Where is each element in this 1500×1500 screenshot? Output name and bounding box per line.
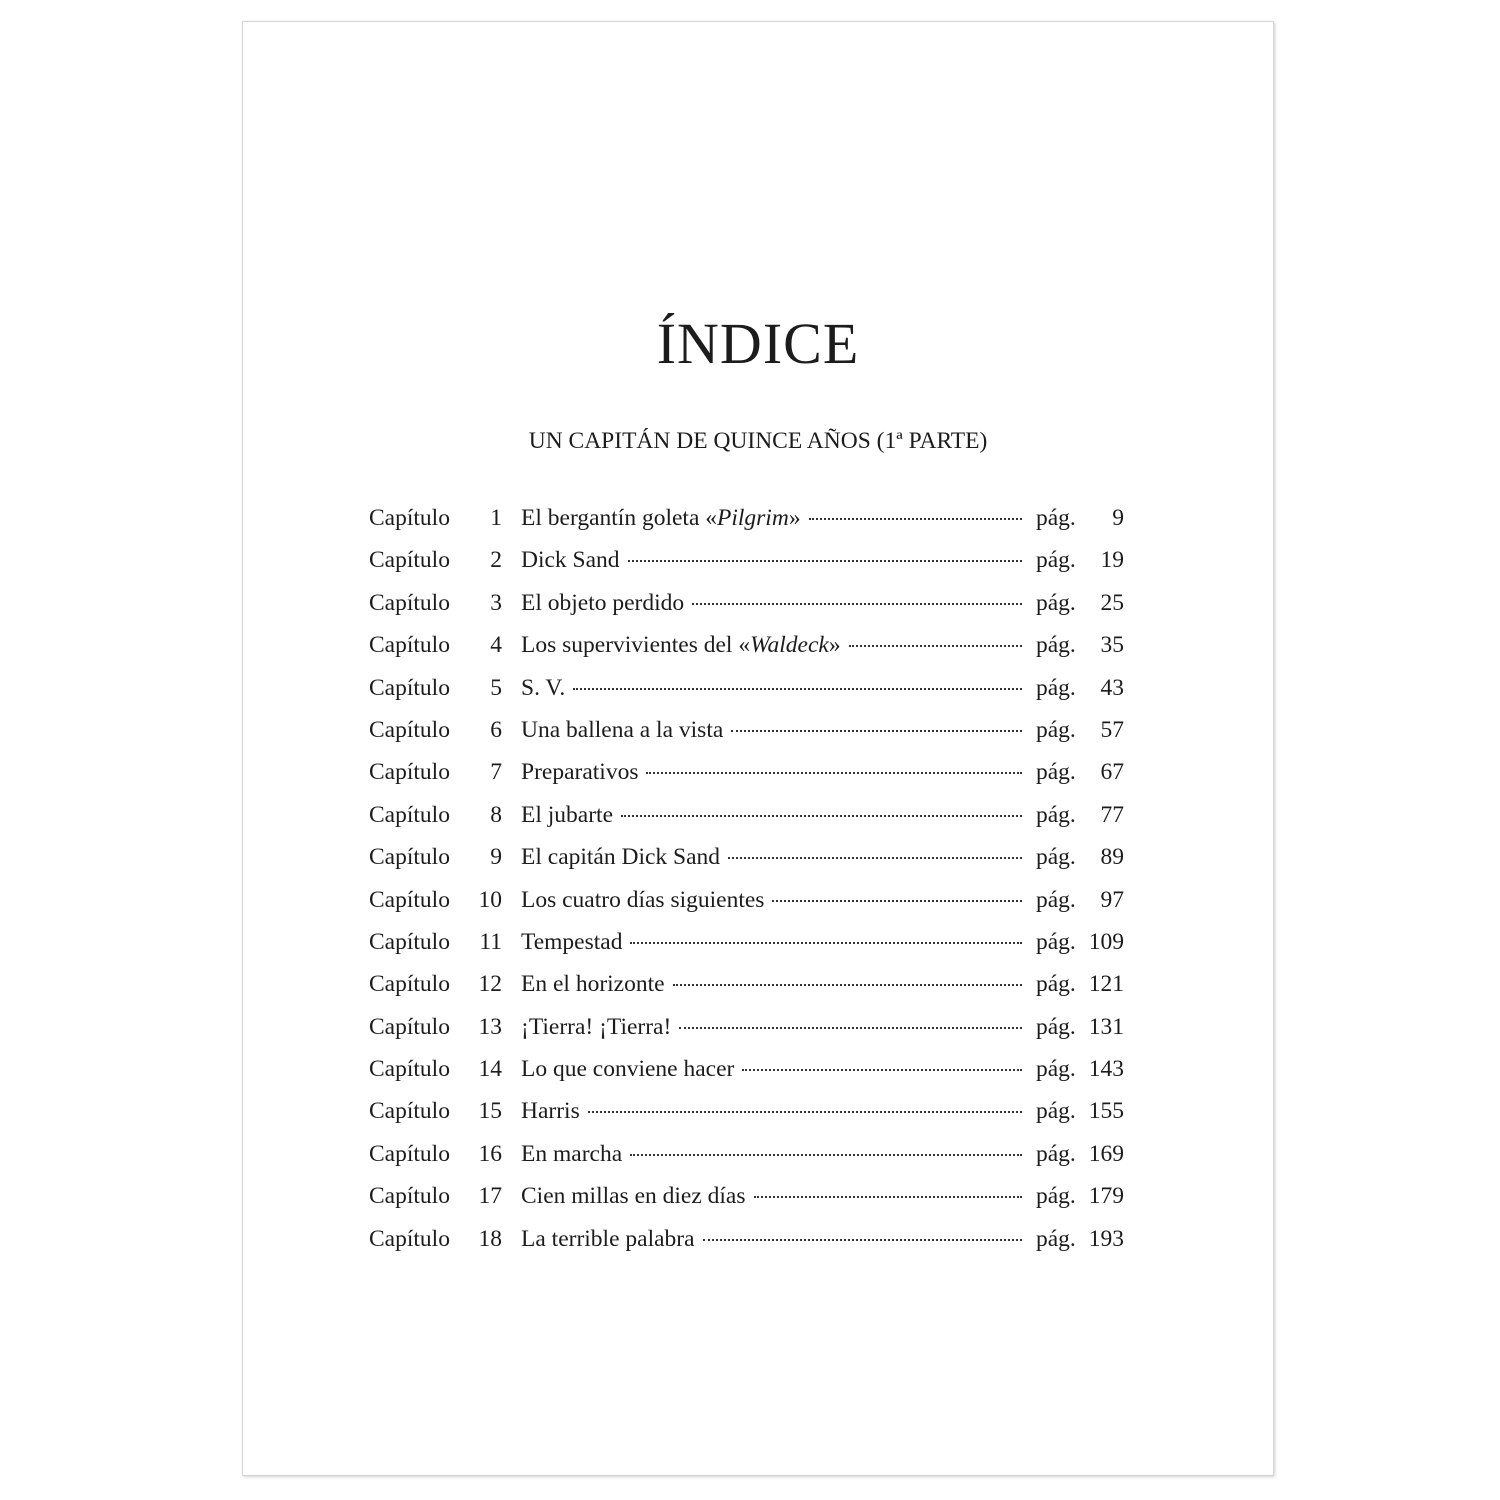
dot-leader [728,856,1022,859]
toc-entry [369,1175,1129,1217]
chapter-label: Capítulo [369,886,450,913]
page-number: 121 [1088,971,1124,998]
chapter-label: Capítulo [369,674,450,701]
toc-entry [369,709,1129,751]
page-number: 35 [1100,632,1124,659]
chapter-number: 15 [478,1098,502,1125]
chapter-number: 6 [490,716,502,743]
chapter-number: 14 [478,1056,502,1083]
dot-leader [731,729,1022,732]
chapter-title-with-leader [521,1090,1022,1132]
chapter-title-with-leader [521,582,1022,624]
dot-leader [621,814,1022,817]
dot-leader [573,687,1022,690]
chapter-title: El bergantín goleta «Pilgrim» [521,505,801,531]
chapter-title: Los cuatro días siguientes [521,886,765,913]
chapter-title: La terrible palabra [521,1225,695,1252]
book-page [242,21,1274,1476]
page-label: pág. [1036,886,1076,913]
chapter-label: Capítulo [369,589,450,616]
toc-entry [369,751,1129,793]
page-label: pág. [1036,928,1076,955]
dot-leader [646,771,1022,774]
chapter-label: Capítulo [369,928,450,955]
chapter-number: 10 [478,886,502,913]
chapter-label: Capítulo [369,505,450,531]
page-number: 143 [1088,1056,1124,1083]
page-label: pág. [1036,1098,1076,1125]
dot-leader [754,1195,1022,1198]
chapter-title: El jubarte [521,801,614,828]
page-number: 193 [1088,1225,1124,1252]
chapter-title-with-leader [521,963,1022,1005]
page-number: 89 [1100,844,1124,871]
chapter-title: ¡Tierra! ¡Tierra! [521,1013,672,1040]
page-number: 43 [1100,674,1124,701]
chapter-title-with-leader [521,497,1022,539]
chapter-title: Tempestad [521,928,623,955]
chapter-title-with-leader [521,1006,1022,1048]
chapter-title-with-leader [521,836,1022,878]
chapter-title: El objeto perdido [521,589,685,616]
dot-leader [692,602,1022,605]
toc-entry [369,1048,1129,1090]
chapter-title-with-leader [521,794,1022,836]
toc-entry [369,1090,1129,1132]
dot-leader [588,1110,1022,1113]
chapter-title-with-leader [521,1175,1022,1217]
chapter-title: En el horizonte [521,971,665,998]
page-label: pág. [1036,716,1076,743]
chapter-title: Cien millas en diez días [521,1183,746,1210]
chapter-title-with-leader [521,921,1022,963]
chapter-number: 18 [478,1225,502,1252]
page-title: ÍNDICE [656,311,860,376]
dot-leader [772,899,1022,902]
page-label: pág. [1036,801,1076,828]
chapter-title: En marcha [521,1140,623,1167]
toc-entry [369,1218,1129,1260]
chapter-title-with-leader [521,879,1022,921]
chapter-title-with-leader [521,539,1022,581]
page-label: pág. [1036,632,1076,659]
chapter-label: Capítulo [369,971,450,998]
chapter-number: 5 [490,674,502,701]
page-number: 57 [1100,716,1124,743]
chapter-title-with-leader [521,751,1022,793]
page-label: pág. [1036,674,1076,701]
page-label: pág. [1036,844,1076,871]
toc-entry [369,879,1129,921]
chapter-title: S. V. [521,674,566,701]
toc-entry [369,582,1129,624]
chapter-number: 9 [490,844,502,871]
page-number: 109 [1088,928,1124,955]
chapter-number: 16 [478,1140,502,1167]
chapter-number: 4 [490,632,502,659]
page-label: pág. [1036,505,1076,531]
page-number: 19 [1100,547,1124,574]
toc-entry [369,539,1129,581]
dot-leader [742,1068,1022,1071]
page-label: pág. [1036,1225,1076,1252]
page-number: 155 [1088,1098,1124,1125]
chapter-title-with-leader [521,667,1022,709]
dot-leader [679,1026,1022,1029]
chapter-number: 17 [478,1183,502,1210]
toc-entry [369,667,1129,709]
chapter-title: Una ballena a la vista [521,716,724,743]
page-label: pág. [1036,971,1076,998]
chapter-number: 2 [490,547,502,574]
chapter-number: 1 [490,505,502,531]
page-number: 131 [1088,1013,1124,1040]
dot-leader [628,559,1022,562]
page-number: 67 [1100,759,1124,786]
chapter-label: Capítulo [369,716,450,743]
chapter-number: 8 [490,801,502,828]
page-label: pág. [1036,547,1076,574]
chapter-title-with-leader [521,1218,1022,1260]
chapter-number: 12 [478,971,502,998]
chapter-label: Capítulo [369,1183,450,1210]
page-number: 9 [1112,505,1124,531]
dot-leader [809,517,1022,520]
chapter-title-with-leader [521,1048,1022,1090]
chapter-label: Capítulo [369,759,450,786]
page-number: 97 [1100,886,1124,913]
toc-entry [369,1133,1129,1175]
chapter-title: Lo que conviene hacer [521,1056,735,1083]
dot-leader [673,983,1022,986]
toc-entry [369,963,1129,1005]
chapter-title-with-leader [521,709,1022,751]
table-of-contents [369,497,1129,1260]
chapter-title: Harris [521,1098,580,1125]
toc-entry [369,624,1129,666]
page-number: 169 [1088,1140,1124,1167]
dot-leader [703,1238,1022,1241]
chapter-number: 11 [479,928,502,955]
page-number: 179 [1088,1183,1124,1210]
section-subtitle: UN CAPITÁN DE QUINCE AÑOS (1ª PARTE) [528,428,988,454]
chapter-label: Capítulo [369,801,450,828]
chapter-title: Preparativos [521,759,639,786]
chapter-label: Capítulo [369,1140,450,1167]
chapter-label: Capítulo [369,844,450,871]
chapter-number: 3 [490,589,502,616]
chapter-number: 13 [478,1013,502,1040]
chapter-label: Capítulo [369,1013,450,1040]
toc-entry [369,794,1129,836]
chapter-label: Capítulo [369,547,450,574]
page-number: 77 [1100,801,1124,828]
page-label: pág. [1036,589,1076,616]
page-number: 25 [1100,589,1124,616]
toc-entry [369,836,1129,878]
chapter-title: Dick Sand [521,547,620,574]
chapter-title: El capitán Dick Sand [521,844,721,871]
page-label: pág. [1036,1183,1076,1210]
chapter-label: Capítulo [369,1225,450,1252]
chapter-number: 7 [490,759,502,786]
chapter-label: Capítulo [369,1056,450,1083]
dot-leader [849,644,1022,647]
dot-leader [630,941,1022,944]
toc-entry [369,1006,1129,1048]
page-label: pág. [1036,1056,1076,1083]
toc-entry [369,921,1129,963]
chapter-label: Capítulo [369,1098,450,1125]
page-label: pág. [1036,759,1076,786]
chapter-title-with-leader [521,624,1022,666]
chapter-label: Capítulo [369,632,450,659]
dot-leader [630,1153,1022,1156]
chapter-title: Los supervivientes del «Waldeck» [521,632,841,659]
page-label: pág. [1036,1013,1076,1040]
chapter-title-with-leader [521,1133,1022,1175]
page-label: pág. [1036,1140,1076,1167]
toc-entry [369,497,1129,539]
